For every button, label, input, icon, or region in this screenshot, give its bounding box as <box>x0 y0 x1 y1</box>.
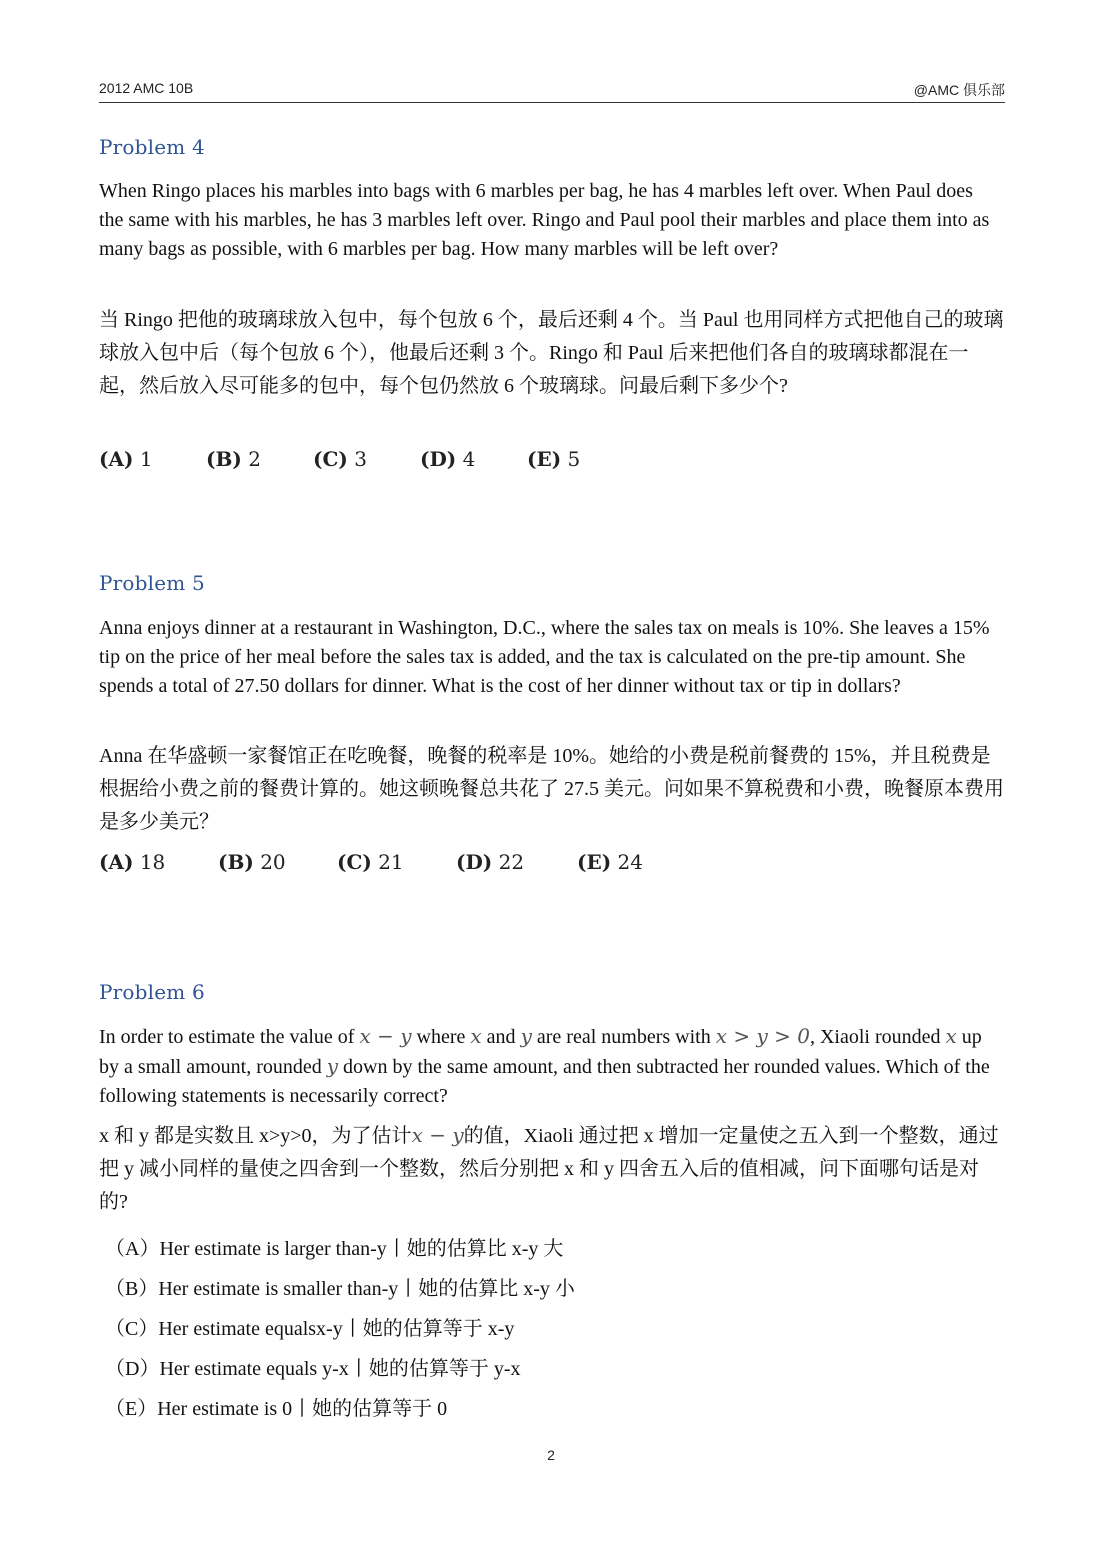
text-run: , Xiaoli rounded <box>809 1026 946 1048</box>
choice-value: 21 <box>378 850 404 874</box>
problem-6-title: Problem 6 <box>99 980 205 1004</box>
choice-value: 2 <box>248 447 261 471</box>
problem-5-english: Anna enjoys dinner at a restaurant in Washington, D.C., where the sales tax on meals is 10%. She leaves a 15% tip on the price of her meal before the sales tax is added, and the tax is calculated on the pre-tip amount. She spends a total of 27.50 dollars for dinner. What is the cost of her dinner without tax or tip in dollars? <box>99 617 990 697</box>
math-expression: y <box>326 1054 339 1078</box>
choice-c <box>337 850 456 874</box>
header-rule <box>99 102 1005 103</box>
choice-value: 4 <box>462 447 476 471</box>
problem-4-choices <box>99 447 580 471</box>
choice-label: (B) <box>206 447 242 471</box>
choice-e <box>527 447 580 471</box>
problem-5-chinese: Anna 在华盛顿一家餐馆正在吃晚餐，晚餐的税率是 10%。她给的小费是税前餐费的 15%，并且税费是根据给小费之前的餐费计算的。她这顿晚餐总共花了 27.5 美元。问如果不算税费和小费，晚餐原本费用是多少美元？ <box>99 745 1004 833</box>
problem-4-chinese: 当 Ringo 把他的玻璃球放入包中，每个包放 6 个，最后还剩 4 个。当 Paul 也用同样方式把他自己的玻璃球放入包中后（每个包放 6 个），他最后还剩 3 个。Ringo 和 Paul 后来把他们各自的玻璃球都混在一起，然后放入尽可能多的包中，每个包仍然放 6 个玻璃球。问最后剩下多少个? <box>99 309 1004 397</box>
text-run: and <box>481 1026 521 1048</box>
page-number: 2 <box>547 1447 555 1463</box>
choice-label: (B) <box>218 850 254 874</box>
choice-value: 1 <box>139 447 153 471</box>
problem-6-english <box>99 1022 999 1111</box>
choice-b <box>206 447 313 471</box>
choice-label: (A) <box>99 850 134 874</box>
problem-6-option-e: （E）Her estimate is 0丨她的估算等于 0 <box>105 1398 448 1420</box>
choice-value: 18 <box>139 850 166 874</box>
text-run: down by the same amount, and then subtracted her rounded values. Which of the following statements is necessarily correct? <box>99 1056 990 1107</box>
text-run: up by a small amount, rounded <box>99 1026 982 1078</box>
text-run: In order to estimate the value of <box>99 1026 360 1048</box>
problem-5-title: Problem 5 <box>99 571 205 595</box>
problem-4-title: Problem 4 <box>99 135 205 159</box>
choice-c <box>313 447 420 471</box>
choice-d <box>456 850 577 874</box>
math-expression: y <box>520 1024 532 1048</box>
choice-e <box>577 850 643 874</box>
problem-5-choices <box>99 850 643 874</box>
header-left-text: 2012 AMC 10B <box>99 80 194 96</box>
choice-label: (C) <box>313 447 348 471</box>
choice-label: (E) <box>527 447 562 471</box>
choice-value: 3 <box>354 447 367 471</box>
math-expression: x <box>470 1024 482 1048</box>
math-expression: x > y > 0 <box>715 1024 810 1048</box>
text-run: 的值，Xiaoli 通过把 x 增加一定量使之五入到一个整数，通过把 y 减小同样的量使之四舍到一个整数，然后分别把 x 和 y 四舍五入后的值相减，问下面哪句话是对的? <box>99 1125 999 1213</box>
choice-label: (C) <box>337 850 372 874</box>
problem-4-english: When Ringo places his marbles into bags with 6 marbles per bag, he has 4 marbles left over. When Paul does the same with his marbles, he has 3 marbles left over. Ringo and Paul pool their marbles and place them into as many bags as possible, with 6 marbles per bag. How many marbles will be left over? <box>99 180 990 260</box>
problem-6-option-c: （C）Her estimate equalsx-y丨她的估算等于 x-y <box>105 1318 515 1340</box>
choice-value: 22 <box>498 850 525 874</box>
choice-value: 24 <box>617 850 643 874</box>
choice-a <box>99 447 206 471</box>
text-run: are real numbers with <box>531 1026 716 1048</box>
text-run: where <box>411 1026 471 1048</box>
math-expression: x − y <box>359 1024 412 1048</box>
text-run: x 和 y 都是实数且 x>y>0，为了估计 <box>99 1125 412 1147</box>
choice-label: (A) <box>99 447 134 471</box>
math-expression: x − y <box>411 1123 464 1147</box>
choice-label: (D) <box>456 850 493 874</box>
choice-d <box>420 447 527 471</box>
problem-6-option-a: （A）Her estimate is larger than-y丨她的估算比 x-y 大 <box>105 1238 564 1260</box>
math-expression: x <box>945 1024 957 1048</box>
choice-label: (D) <box>420 447 457 471</box>
header-right-text: @AMC 俱乐部 <box>913 82 1005 98</box>
choice-value: 20 <box>260 850 286 874</box>
choice-label: (E) <box>577 850 612 874</box>
page-header <box>99 80 1005 102</box>
problem-6-option-d: （D）Her estimate equals y-x丨她的估算等于 y-x <box>105 1358 521 1380</box>
choice-value: 5 <box>567 447 581 471</box>
choice-a <box>99 850 218 874</box>
problem-6-option-b: （B）Her estimate is smaller than-y丨她的估算比 x-y 小 <box>105 1278 575 1300</box>
problem-6-chinese <box>99 1119 1004 1219</box>
choice-b <box>218 850 337 874</box>
